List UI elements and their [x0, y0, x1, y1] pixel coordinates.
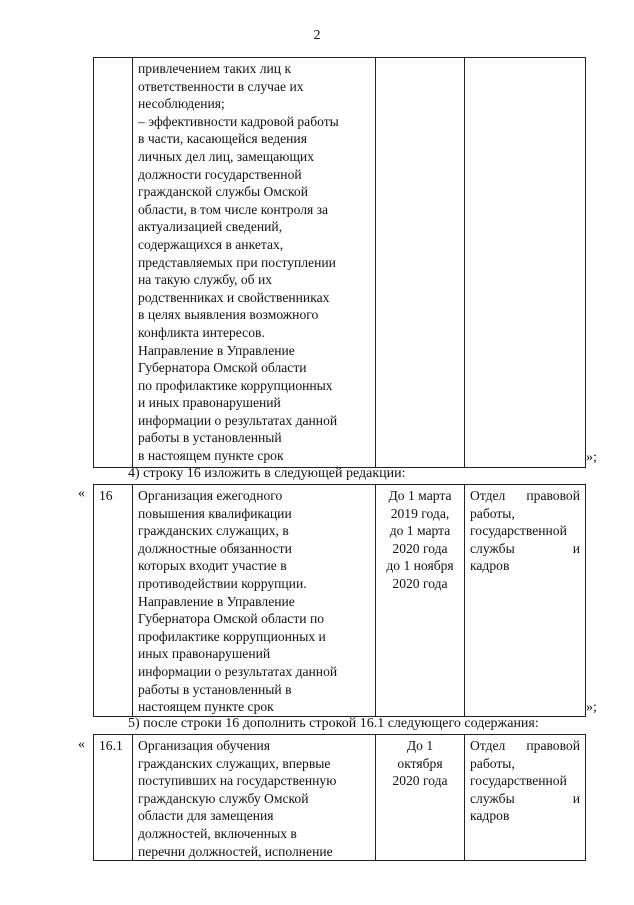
- activity-cell: Организация ежегодного повышения квалификации гражданских служащих, в должностные обязанности которых входит участие в противодействии коррупции. Направление в Управление Губернатора Омской области по профилактике коррупционных и иных правонарушений информации о результатах данной работы в установленный в настоящем пункте срок: [133, 485, 376, 717]
- responsible-cell: Отдел правовой работы, государственной службы и кадров: [465, 485, 586, 717]
- table-row: [94, 485, 586, 717]
- term-cell: [376, 58, 465, 468]
- page-number: 2: [313, 28, 321, 43]
- instruction-item-4: 4) строку 16 изложить в следующей редакции:: [128, 466, 406, 481]
- table-continuation: [93, 57, 586, 468]
- table-row-16-1: [93, 734, 586, 861]
- table-row-16: [93, 484, 586, 717]
- opening-quote: «: [78, 737, 85, 752]
- row-number-cell: 16: [94, 485, 133, 717]
- responsible-cell: [465, 58, 586, 468]
- activity-cell: Организация обучения гражданских служащих, впервые поступивших на государственную гражданскую службу Омской области для замещения должностей, включенных в перечни должностей, исполнение: [133, 735, 376, 861]
- term-cell: До 1 октября 2020 года: [376, 735, 465, 861]
- row-number-cell: [94, 58, 133, 468]
- row-number-cell: 16.1: [94, 735, 133, 861]
- opening-quote: «: [78, 486, 85, 501]
- table-row: [94, 58, 586, 468]
- table-row: [94, 735, 586, 861]
- instruction-item-5: 5) после строки 16 дополнить строкой 16.1 следующего содержания:: [128, 716, 539, 731]
- closing-quote: »;: [586, 450, 597, 465]
- responsible-cell: Отдел правовой работы, государственной службы и кадров: [465, 735, 586, 861]
- activity-cell: привлечением таких лиц к ответственности в случае их несоблюдения; – эффективности кадровой работы в части, касающейся ведения личных дел лиц, замещающих должности государственной гражданской службы Омской области, в том числе контроля за актуализацией сведений, содержащихся в анкетах, представляемых при поступлении на такую службу, об их родственниках и свойственниках в целях выявления возможного конфликта интересов. Направление в Управление Губернатора Омской области по профилактике коррупционных и иных правонарушений информации о результатах данной работы в установленный в настоящем пункте срок: [133, 58, 376, 468]
- term-cell: До 1 марта 2019 года, до 1 марта 2020 года до 1 ноября 2020 года: [376, 485, 465, 717]
- closing-quote: »;: [586, 700, 597, 715]
